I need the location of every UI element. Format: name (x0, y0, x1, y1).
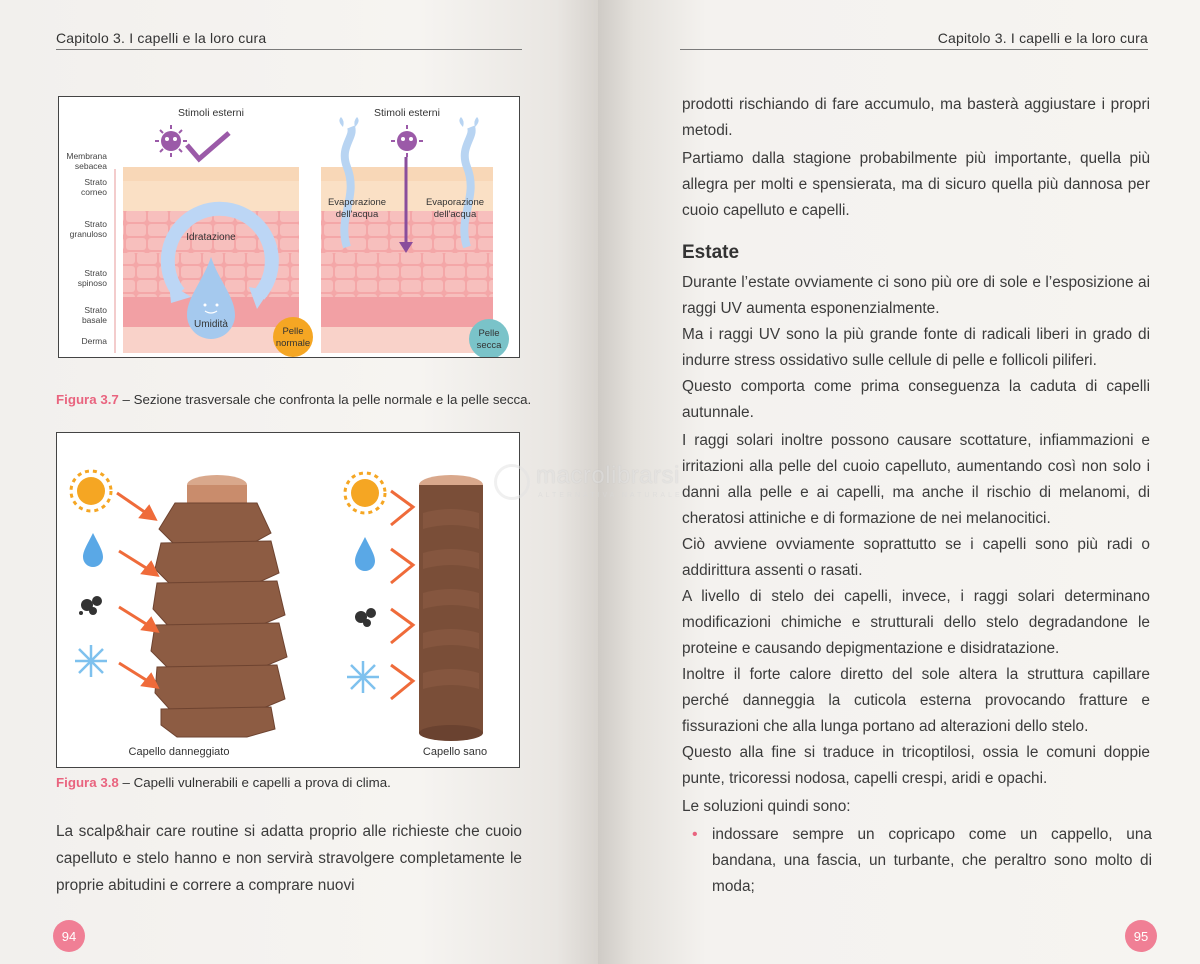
page-number-left: 94 (53, 920, 85, 952)
layer-labels (66, 151, 107, 346)
caption-text-3-7: – Sezione trasversale che confronta la pelle normale e la pelle secca. (118, 392, 532, 407)
evap-left-1: Evaporazione (327, 197, 387, 208)
estate-p5-block (682, 532, 1150, 584)
estate-paragraph-8: Questo alla fine si traduce in tricoptilosi, ossia le comuni doppie punte, tricoressi nodosa, capelli crespi, aridi e opachi. (682, 744, 1150, 787)
estate-paragraph-9: Le soluzioni quindi sono: (682, 798, 851, 815)
evap-right-1: Evaporazione (425, 197, 485, 208)
figure-3-7-caption (56, 392, 531, 407)
section-heading-estate: Estate (682, 242, 740, 263)
watermark-text: macrolibrarsi (536, 462, 680, 489)
snowflake-icon-left (75, 645, 107, 677)
snowflake-icon-right (347, 661, 379, 693)
idratazione-label: Idratazione (186, 232, 236, 243)
label-membrana-2: sebacea (74, 161, 107, 171)
estate-paragraph-5: Ciò avviene ovviamente soprattutto se i capelli sono più radi o addirittura assenti o rasati. (682, 536, 1150, 579)
estate-p8-block (682, 740, 1150, 792)
stimoli-label-left: Stimoli esterni (178, 107, 244, 119)
estate-p2-block (682, 322, 1150, 374)
caption-number-3-7: Figura 3.7 (56, 392, 119, 407)
label-damaged-hair: Capello danneggiato (128, 746, 230, 758)
estate-paragraph-3: Questo comporta come prima conseguenza la caduta di capelli autunnale. (682, 378, 1150, 421)
estate-p3-block (682, 374, 1150, 426)
water-drop-icon-left (83, 533, 103, 567)
label-granuloso-2: granuloso (69, 229, 107, 239)
evap-right-2: dell'acqua (433, 209, 477, 220)
figure-3-7 (58, 96, 520, 358)
running-head-left: Capitolo 3. I capelli e la loro cura (56, 30, 267, 46)
label-basale-1: Strato (84, 305, 107, 315)
bullet-item-1: indossare sempre un copricapo come un cappello, una bandana, una fascia, un turbante, che peraltro sono molto di moda; (712, 826, 1152, 895)
badge-normal-2: normale (275, 338, 311, 349)
label-granuloso-1: Strato (84, 219, 107, 229)
water-splash-icon-right (459, 117, 478, 127)
badge-normal-skin (273, 317, 313, 357)
estate-paragraph-1: Durante l’estate ovviamente ci sono più ore di sole e l’esposizione ai raggi UV aumenta esponenzialmente. (682, 274, 1150, 317)
figure-3-8-caption (56, 775, 391, 790)
estate-p7-block (682, 662, 1150, 740)
running-head-right: Capitolo 3. I capelli e la loro cura (937, 30, 1148, 46)
check-icon (187, 133, 229, 159)
estate-p6-block (682, 584, 1150, 662)
estate-paragraph-4: I raggi solari inoltre possono causare scottature, infiammazioni e irritazioni alla pelle del cuoio capelluto, aumentando così non solo i danni alla pelle e ai capelli, ma anche il rischio di melanomi, di cheratosi attiniche e di formazione de nei melanocitici. (682, 432, 1150, 527)
normal-skin-block (123, 167, 299, 353)
figure-3-8 (56, 432, 520, 768)
label-basale-2: basale (81, 315, 107, 325)
estate-p4-block (682, 428, 1150, 532)
dry-skin-block (321, 127, 493, 353)
watermark-logo (488, 460, 708, 510)
umidita-label: Umidità (194, 319, 228, 330)
page-number-right: 95 (1125, 920, 1157, 952)
virus-icon-right (391, 125, 423, 157)
hair-comparison-diagram (57, 433, 520, 768)
estate-paragraph-2: Ma i raggi UV sono la più grande fonte di radicali liberi in grado di indurre stress ossidativo sulle cellule di pelle e follicoli piliferi. (682, 326, 1150, 369)
caption-number-3-8: Figura 3.8 (56, 775, 119, 790)
badge-dry-2: secca (476, 340, 502, 351)
dirt-icon-right (355, 608, 376, 627)
evap-left-2: dell'acqua (335, 209, 379, 220)
virus-icon-left (155, 125, 187, 157)
watermark-subtext: ALTERNATIVA NATURALE (538, 492, 683, 499)
right-intro-block (682, 92, 1150, 144)
damaged-hair-illustration (151, 475, 287, 737)
label-spinoso-1: Strato (84, 268, 107, 278)
arrows-left (117, 493, 157, 687)
label-healthy-hair: Capello sano (422, 746, 488, 758)
badge-normal-1: Pelle (282, 326, 304, 337)
label-corneo-1: Strato (84, 177, 107, 187)
estate-paragraph-6: A livello di stelo dei capelli, invece, i raggi solari determinano modificazioni chimiche e strutturali dello stelo degradandone le proteine e causando depigmentazione e disidratazione. (682, 588, 1150, 657)
label-membrana-1: Membrana (66, 151, 107, 161)
estate-paragraph-7: Inoltre il forte calore diretto del sole altera la struttura capillare perché danneggia la cuticola esterna provocando fratture e fissurazioni che alla lunga portano ad alterazioni dello stelo. (682, 666, 1150, 735)
watermark-ring-icon (494, 464, 530, 500)
water-splash-icon-left (339, 117, 358, 127)
head-rule-left (56, 49, 522, 50)
sun-icon-right (345, 473, 385, 513)
label-corneo-2: corneo (81, 187, 107, 197)
badge-dry-skin (469, 319, 509, 358)
stimoli-label-right: Stimoli esterni (374, 107, 440, 119)
caption-text-3-8: – Capelli vulnerabili e capelli a prova di clima. (118, 775, 391, 790)
estate-p1-block (682, 270, 1150, 322)
right-paragraph-2: Partiamo dalla stagione probabilmente più importante, quella più allegra per molti e spensierata, ma di sicuro quella più dannosa per cuoio capelluto e capelli. (682, 150, 1150, 219)
arrows-right (391, 491, 413, 699)
sun-icon-left (71, 471, 111, 511)
badge-dry-1: Pelle (478, 328, 500, 339)
skin-cross-section-diagram (59, 97, 520, 358)
label-spinoso-2: spinoso (77, 278, 107, 288)
dirt-icon-left (79, 596, 102, 615)
bullet-list-item (692, 822, 1152, 900)
estate-p9-block (682, 794, 1150, 820)
water-drop-icon-right (355, 537, 375, 571)
label-derma: Derma (81, 336, 107, 346)
bullet-dot-icon: • (692, 826, 698, 843)
right-paragraph-2-block (682, 146, 1150, 224)
right-intro-paragraph: prodotti rischiando di fare accumulo, ma basterà aggiustare i propri metodi. (682, 96, 1150, 139)
head-rule-right (680, 49, 1148, 50)
healthy-hair-illustration (419, 475, 483, 741)
left-body-paragraph: La scalp&hair care routine si adatta proprio alle richieste che cuoio capelluto e stelo hanno e non servirà stravolgere completamente le proprie abitudini e correre a comprare nuovi (56, 823, 522, 894)
